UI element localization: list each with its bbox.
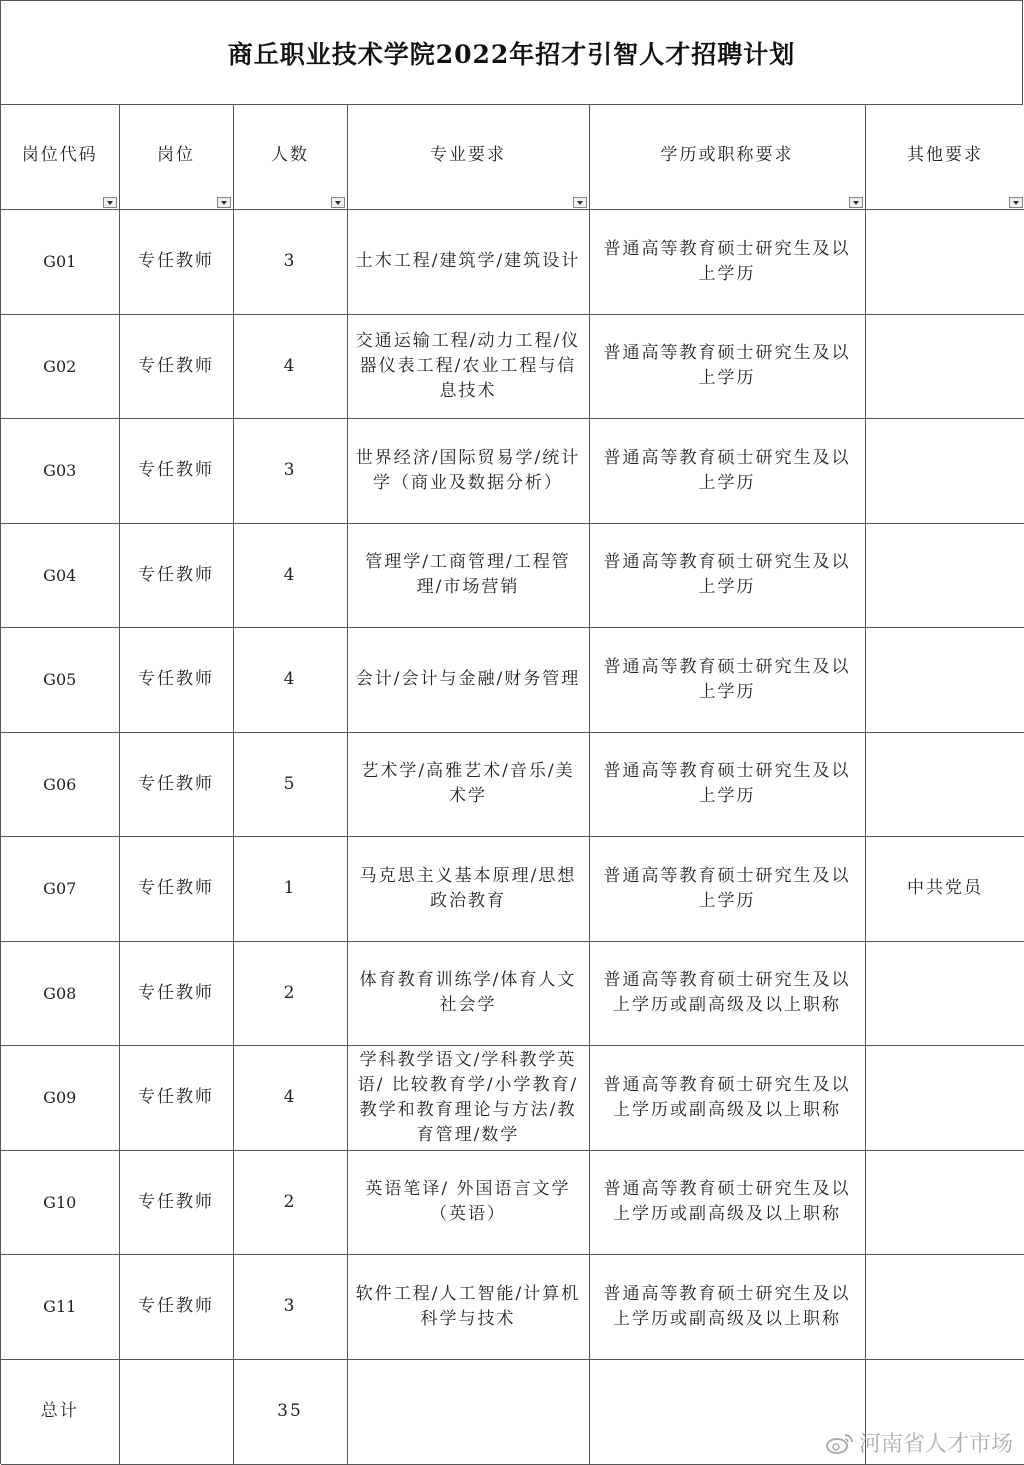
cell-code[interactable]: G06 <box>1 732 119 837</box>
table-row <box>1 1255 1024 1360</box>
header-label: 专业要求 <box>430 144 506 165</box>
header-label: 岗位代码 <box>21 144 98 165</box>
weibo-icon <box>825 1431 855 1455</box>
cell-major[interactable]: 交通运输工程/动力工程/仪器仪表工程/农业工程与信息技术 <box>347 314 589 419</box>
cell-total-count[interactable]: 35 <box>233 1359 347 1464</box>
cell-other[interactable] <box>865 419 1024 524</box>
cell-major[interactable]: 学科教学语文/学科教学英语/ 比较教育学/小学教育/ 教学和教育理论与方法/教育管理/数学 <box>347 1046 589 1151</box>
filter-dropdown-icon[interactable] <box>1009 197 1023 208</box>
cell-major[interactable]: 马克思主义基本原理/思想政治教育 <box>347 837 589 942</box>
cell-post[interactable]: 专任教师 <box>119 523 233 628</box>
header-label: 岗位 <box>157 144 195 165</box>
cell-count[interactable]: 5 <box>233 732 347 837</box>
cell-education[interactable]: 普通高等教育硕士研究生及以上学历 <box>589 314 865 419</box>
cell-other[interactable] <box>865 210 1024 315</box>
cell-other[interactable] <box>865 1255 1024 1360</box>
cell-other[interactable] <box>865 732 1024 837</box>
cell-other[interactable] <box>865 628 1024 733</box>
cell-education[interactable]: 普通高等教育硕士研究生及以上学历或副高级及以上职称 <box>589 1046 865 1151</box>
cell-code[interactable]: G05 <box>1 628 119 733</box>
filter-dropdown-icon[interactable] <box>217 197 231 208</box>
cell-other[interactable] <box>865 941 1024 1046</box>
cell-code[interactable]: G01 <box>1 210 119 315</box>
cell-count[interactable]: 4 <box>233 1046 347 1151</box>
cell-count[interactable]: 1 <box>233 837 347 942</box>
cell-major[interactable]: 英语笔译/ 外国语言文学（英语） <box>347 1150 589 1255</box>
header-cell-major[interactable] <box>347 105 589 210</box>
table-row <box>1 628 1024 733</box>
cell-other[interactable] <box>865 314 1024 419</box>
cell-education[interactable]: 普通高等教育硕士研究生及以上学历 <box>589 419 865 524</box>
cell-other[interactable] <box>865 1150 1024 1255</box>
cell-post[interactable]: 专任教师 <box>119 1150 233 1255</box>
watermark-text: 河南省人才市场 <box>858 1432 1013 1457</box>
cell-empty[interactable] <box>347 1359 589 1464</box>
header-label: 学历或职称要求 <box>660 144 794 165</box>
table-row <box>1 314 1024 419</box>
header-cell-other[interactable] <box>865 105 1024 210</box>
cell-code[interactable]: G07 <box>1 837 119 942</box>
cell-count[interactable]: 2 <box>233 1150 347 1255</box>
cell-other[interactable] <box>865 523 1024 628</box>
cell-major[interactable]: 体育教育训练学/体育人文社会学 <box>347 941 589 1046</box>
cell-education[interactable]: 普通高等教育硕士研究生及以上学历 <box>589 210 865 315</box>
cell-count[interactable]: 3 <box>233 210 347 315</box>
cell-major[interactable]: 世界经济/国际贸易学/统计学（商业及数据分析） <box>347 419 589 524</box>
cell-code[interactable]: G10 <box>1 1150 119 1255</box>
cell-post[interactable]: 专任教师 <box>119 941 233 1046</box>
table-row <box>1 1046 1024 1151</box>
cell-code[interactable]: G11 <box>1 1255 119 1360</box>
filter-dropdown-icon[interactable] <box>573 197 587 208</box>
cell-education[interactable]: 普通高等教育硕士研究生及以上学历 <box>589 837 865 942</box>
filter-dropdown-icon[interactable] <box>849 197 863 208</box>
cell-major[interactable]: 艺术学/高雅艺术/音乐/美术学 <box>347 732 589 837</box>
cell-major[interactable]: 土木工程/建筑学/建筑设计 <box>347 210 589 315</box>
recruitment-table <box>1 105 1024 1465</box>
header-row <box>1 105 1024 210</box>
table-row <box>1 941 1024 1046</box>
cell-education[interactable]: 普通高等教育硕士研究生及以上学历 <box>589 732 865 837</box>
cell-education[interactable]: 普通高等教育硕士研究生及以上学历或副高级及以上职称 <box>589 1150 865 1255</box>
cell-post[interactable]: 专任教师 <box>119 210 233 315</box>
cell-post[interactable]: 专任教师 <box>119 1046 233 1151</box>
cell-empty[interactable] <box>589 1359 865 1464</box>
cell-post[interactable]: 专任教师 <box>119 419 233 524</box>
cell-code[interactable]: G04 <box>1 523 119 628</box>
cell-major[interactable]: 会计/会计与金融/财务管理 <box>347 628 589 733</box>
cell-post[interactable]: 专任教师 <box>119 732 233 837</box>
cell-education[interactable]: 普通高等教育硕士研究生及以上学历或副高级及以上职称 <box>589 941 865 1046</box>
cell-education[interactable]: 普通高等教育硕士研究生及以上学历 <box>589 523 865 628</box>
header-label: 其他要求 <box>907 144 983 165</box>
cell-count[interactable]: 3 <box>233 1255 347 1360</box>
cell-count[interactable]: 4 <box>233 523 347 628</box>
filter-dropdown-icon[interactable] <box>331 197 345 208</box>
header-cell-count[interactable] <box>233 105 347 210</box>
cell-code[interactable]: G03 <box>1 419 119 524</box>
table-row <box>1 732 1024 837</box>
cell-code[interactable]: G02 <box>1 314 119 419</box>
cell-count[interactable]: 2 <box>233 941 347 1046</box>
cell-count[interactable]: 3 <box>233 419 347 524</box>
watermark <box>825 1427 1013 1458</box>
table-row <box>1 210 1024 315</box>
cell-count[interactable]: 4 <box>233 628 347 733</box>
cell-education[interactable]: 普通高等教育硕士研究生及以上学历或副高级及以上职称 <box>589 1255 865 1360</box>
cell-post[interactable]: 专任教师 <box>119 314 233 419</box>
header-cell-code[interactable] <box>1 105 119 210</box>
filter-dropdown-icon[interactable] <box>103 197 117 208</box>
page-title: 商丘职业技术学院2022年招才引智人才招聘计划 <box>1 1 1023 105</box>
cell-education[interactable]: 普通高等教育硕士研究生及以上学历 <box>589 628 865 733</box>
table-row <box>1 1150 1024 1255</box>
cell-other[interactable] <box>865 1046 1024 1151</box>
header-cell-education[interactable] <box>589 105 865 210</box>
header-label: 人数 <box>271 144 309 165</box>
cell-post[interactable]: 专任教师 <box>119 628 233 733</box>
cell-total-label[interactable]: 总计 <box>1 1359 119 1464</box>
table-row <box>1 837 1024 942</box>
cell-post[interactable]: 专任教师 <box>119 837 233 942</box>
cell-empty[interactable] <box>119 1359 233 1464</box>
cell-other[interactable]: 中共党员 <box>865 837 1024 942</box>
cell-count[interactable]: 4 <box>233 314 347 419</box>
header-cell-post[interactable] <box>119 105 233 210</box>
cell-major[interactable]: 软件工程/人工智能/计算机科学与技术 <box>347 1255 589 1360</box>
cell-code[interactable]: G08 <box>1 941 119 1046</box>
cell-post[interactable]: 专任教师 <box>119 1255 233 1360</box>
table-row <box>1 419 1024 524</box>
cell-major[interactable]: 管理学/工商管理/工程管理/市场营销 <box>347 523 589 628</box>
cell-code[interactable]: G09 <box>1 1046 119 1151</box>
table-row <box>1 523 1024 628</box>
